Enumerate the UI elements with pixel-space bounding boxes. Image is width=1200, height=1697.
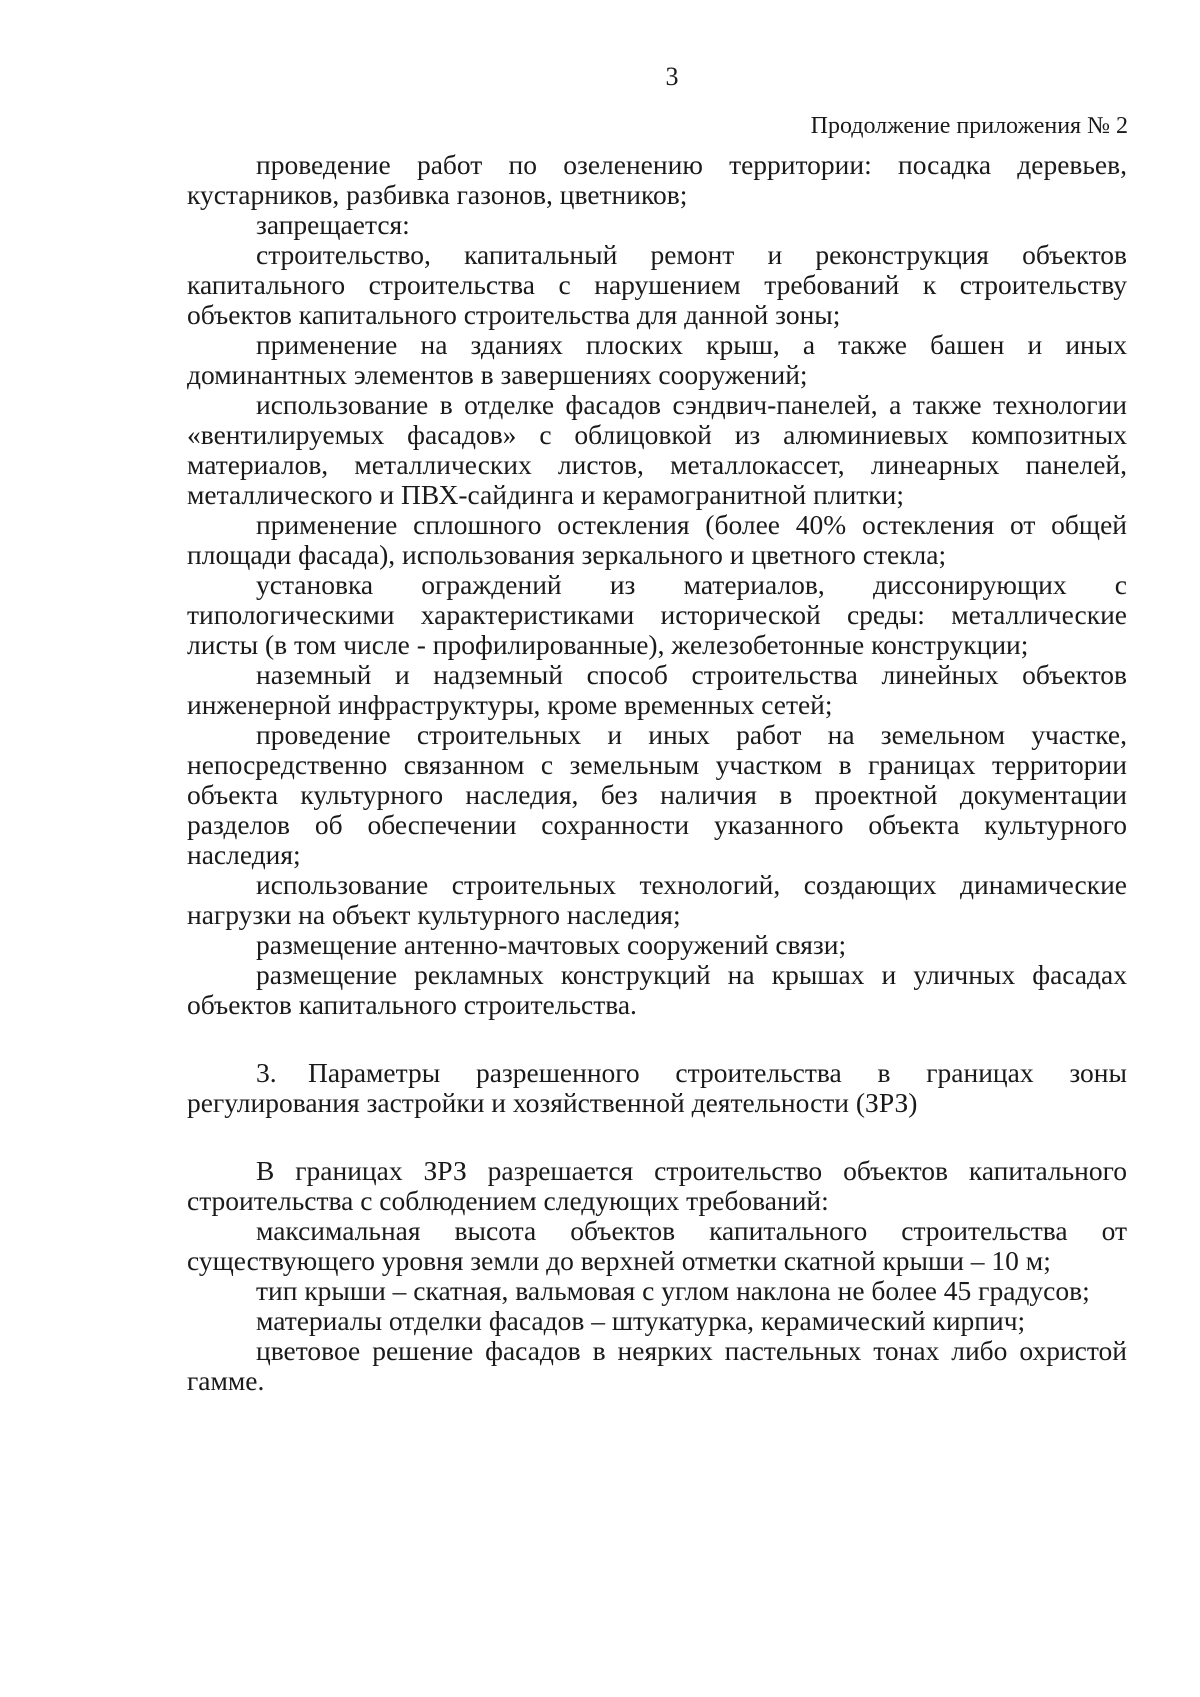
paragraph-dynamic-loads: использование строительных технологий, создающих динамические нагрузки на объект культурного наследия; [187,869,1127,930]
paragraph-linear-objects: наземный и надземный способ строительства линейных объектов инженерной инфраструктуры, кроме временных сетей; [187,659,1127,720]
paragraph-color-scheme: цветовое решение фасадов в неярких пастельных тонах либо охристой гамме. [187,1335,1127,1396]
document-body [187,150,1127,1396]
appendix-continuation-note: Продолжение приложения № 2 [810,113,1128,139]
paragraph-glazing: применение сплошного остекления (более 40% остекления от общей площади фасада), использования зеркального и цветного стекла; [187,509,1127,570]
section-number: 3. [256,1057,277,1088]
paragraph-facade-finish: материалы отделки фасадов – штукатурка, керамический кирпич; [256,1305,1026,1336]
paragraph-advertising: размещение рекламных конструкций на крышах и уличных фасадах объектов капитального строительства. [187,959,1127,1020]
paragraph-max-height: максимальная высота объектов капитального строительства от существующего уровня земли до верхней отметки скатной крыши – 10 м; [187,1215,1127,1276]
page-number: 3 [665,62,679,91]
paragraph-facade-materials: использование в отделке фасадов сэндвич-панелей, а также технологии «вентилируемых фасадов» с облицовкой из алюминиевых композитных материалов, металлических листов, металлокассет, линеарных панелей, металлического и ПВХ-сайдинга и керамогранитной плитки; [187,389,1127,510]
paragraph-fences: установка ограждений из материалов, диссонирующих с типологическими характеристиками исторической среды: металлические листы (в том числе - профилированные), железобетонные конструкции; [187,569,1127,660]
paragraph-prohibited-label: запрещается: [256,209,410,240]
paragraph-greening: проведение работ по озеленению территории: посадка деревьев, кустарников, разбивка газонов, цветников; [187,149,1127,210]
paragraph-roof-type: тип крыши – скатная, вальмовая с углом наклона не более 45 градусов; [256,1275,1090,1306]
paragraph-construction-violation: строительство, капитальный ремонт и реконструкция объектов капитального строительства с нарушением требований к строительству объектов капитального строительства для данной зоны; [187,239,1127,330]
paragraph-zrz-intro: В границах ЗРЗ разрешается строительство объектов капитального строительства с соблюдением следующих требований: [187,1155,1127,1216]
paragraph-works-on-site: проведение строительных и иных работ на земельном участке, непосредственно связанном с земельным участком в границах территории объекта культурного наследия, без наличия в проектной документации разделов об обеспечении сохранности указанного объекта культурного наследия; [187,719,1127,870]
paragraph-flat-roofs: применение на зданиях плоских крыш, а также башен и иных доминантных элементов в завершениях сооружений; [187,329,1127,390]
section-title: Параметры разрешенного строительства в границах зоны регулирования застройки и хозяйственной деятельности (ЗРЗ) [187,1057,1127,1118]
paragraph-antenna-masts: размещение антенно-мачтовых сооружений связи; [256,929,847,960]
section-heading [187,1058,1127,1118]
